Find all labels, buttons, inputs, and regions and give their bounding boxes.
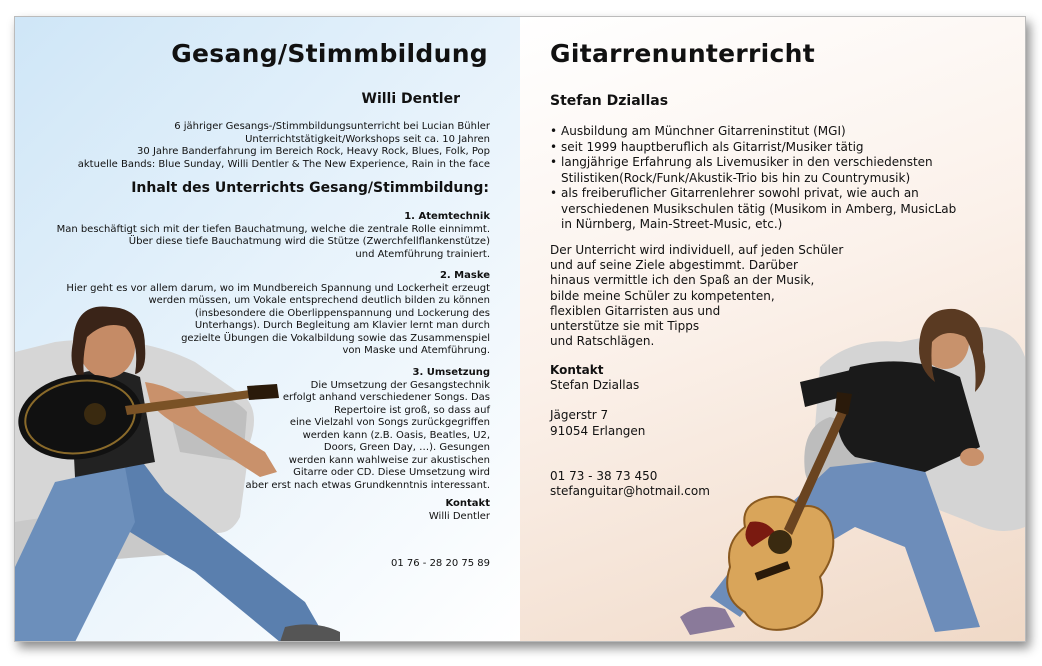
section-line: werden kann (z.B. Oasis, Beatles, U2, [302, 429, 490, 441]
teaching-description [550, 243, 850, 349]
vocal-lessons-page [15, 17, 520, 641]
section-line: werden kann wahlweise zur akustischen [288, 454, 490, 466]
section-heading: 2. Maske [439, 270, 490, 281]
section-line: eine Vielzahl von Songs zurückgegriffen [289, 417, 490, 428]
bio-line: 30 Jahre Banderfahrung im Bereich Rock, Heavy Rock, Blues, Folk, Pop [137, 146, 490, 157]
section-line: erfolgt anhand verschiedener Songs. Das [282, 392, 490, 403]
contact-city: 91054 Erlangen [550, 423, 646, 438]
list-item-line: • langjährige Erfahrung als Livemusiker in den verschiedensten [561, 155, 933, 169]
contact-name: Willi Dentler [428, 510, 490, 522]
section-line: Über diese tiefe Bauchatmung wird die Stütze (Zwerchfellflankenstütze) [128, 236, 490, 247]
contact-details-guitar [550, 469, 710, 499]
bio-line: Unterrichtstätigkeit/Workshops seit ca. 10 Jahren [245, 133, 490, 145]
list-item-line: • als freiberuflicher Gitarrenlehrer sowohl privat, wie auch an [561, 186, 919, 200]
guitar-lessons-page [520, 17, 1025, 641]
bio-line: 6 jähriger Gesangs-/Stimmbildungsunterricht bei Lucian Bühler [174, 121, 490, 132]
section-line: Repertoire ist groß, so dass auf [334, 404, 490, 416]
section-line: Unterhangs). Durch Begleitung am Klavier lernt man durch [194, 320, 490, 331]
page-title-vocal: Gesang/Stimmbildung [171, 39, 488, 68]
contact-heading: Kontakt [445, 498, 490, 509]
section-line: aber erst nach etwas Grundkenntnis interessant. [245, 479, 490, 491]
paragraph-line: hinaus vermittle ich den Spaß an der Musik, [550, 273, 815, 288]
flyer-spread [14, 16, 1026, 642]
list-item [550, 124, 970, 140]
section-heading: 3. Umsetzung [412, 367, 490, 378]
list-item [550, 155, 970, 186]
email-guitar: stefanguitar@hotmail.com [550, 484, 710, 499]
section-line: Man beschäftigt sich mit der tiefen Bauchatmung, welche die zentrale Rolle einnimmt. [56, 223, 490, 235]
section-line: von Maske und Atemführung. [342, 345, 490, 356]
contact-guitar [550, 363, 645, 439]
section-line: Die Umsetzung der Gesangstechnik [310, 379, 490, 391]
list-item [550, 140, 970, 156]
paragraph-line: unterstütze sie mit Tipps [550, 319, 700, 334]
section-line: und Atemführung trainiert. [355, 248, 490, 260]
bio-line: aktuelle Bands: Blue Sunday, Willi Dentler & The New Experience, Rain in the face [77, 158, 490, 170]
list-item-line: • Ausbildung am Münchner Gitarreninstitut (MGI) [561, 124, 846, 138]
list-item [550, 186, 970, 233]
paragraph-line: und Ratschlägen. [550, 334, 655, 349]
list-item-line: verschiedenen Musikschulen tätig (Musikom in Amberg, MusicLab [561, 201, 957, 216]
section-line: werden müssen, um Vokale entsprechend deutlich bilden zu können [148, 295, 490, 306]
teacher-name-guitar: Stefan Dziallas [550, 93, 669, 109]
list-item-line: Stilistiken(Rock/Funk/Akustik-Trio bis hin zu Countrymusik) [561, 170, 911, 185]
page-title-guitar: Gitarrenunterricht [550, 39, 816, 68]
contact-street: Jägerstr 7 [550, 408, 609, 423]
section-line: Gitarre oder CD. Diese Umsetzung wird [293, 467, 490, 478]
qualifications-list [550, 124, 970, 233]
contact-heading: Kontakt [550, 363, 604, 377]
paragraph-line: und auf seine Ziele abgestimmt. Darüber [550, 258, 798, 273]
section-breathing [20, 211, 490, 261]
section-heading: 1. Atemtechnik [404, 211, 490, 222]
paragraph-line: flexiblen Gitarristen aus und [550, 303, 721, 318]
section-application [230, 367, 490, 492]
teacher-bio [30, 121, 490, 171]
paragraph-line: Der Unterricht wird individuell, auf jeden Schüler [550, 243, 844, 257]
section-line: Doors, Green Day, …). Gesungen [323, 442, 490, 453]
list-item-line: in Nürnberg, Main-Street-Music, etc.) [561, 217, 783, 231]
phone-vocal: 01 76 - 28 20 75 89 [390, 558, 490, 569]
paragraph-line: bilde meine Schüler zu kompetenten, [550, 288, 775, 303]
section-line: gezielte Übungen die Vokalbildung sowie das Zusammenspiel [181, 332, 490, 344]
section-line: (insbesondere die Oberlippenspannung und Lockerung des [194, 307, 490, 319]
lesson-content-heading: Inhalt des Unterrichts Gesang/Stimmbildung: [131, 180, 489, 196]
teacher-name-vocal: Willi Dentler [361, 91, 460, 107]
list-item-line: • seit 1999 hauptberuflich als Gitarrist/Musiker tätig [561, 139, 864, 154]
section-line: Hier geht es vor allem darum, wo im Mundbereich Spannung und Lockerheit erzeugt [66, 282, 490, 294]
phone-guitar: 01 73 - 38 73 450 [550, 469, 658, 483]
contact-name: Stefan Dziallas [550, 378, 640, 393]
section-mask [20, 270, 490, 358]
contact-vocal [290, 498, 490, 523]
